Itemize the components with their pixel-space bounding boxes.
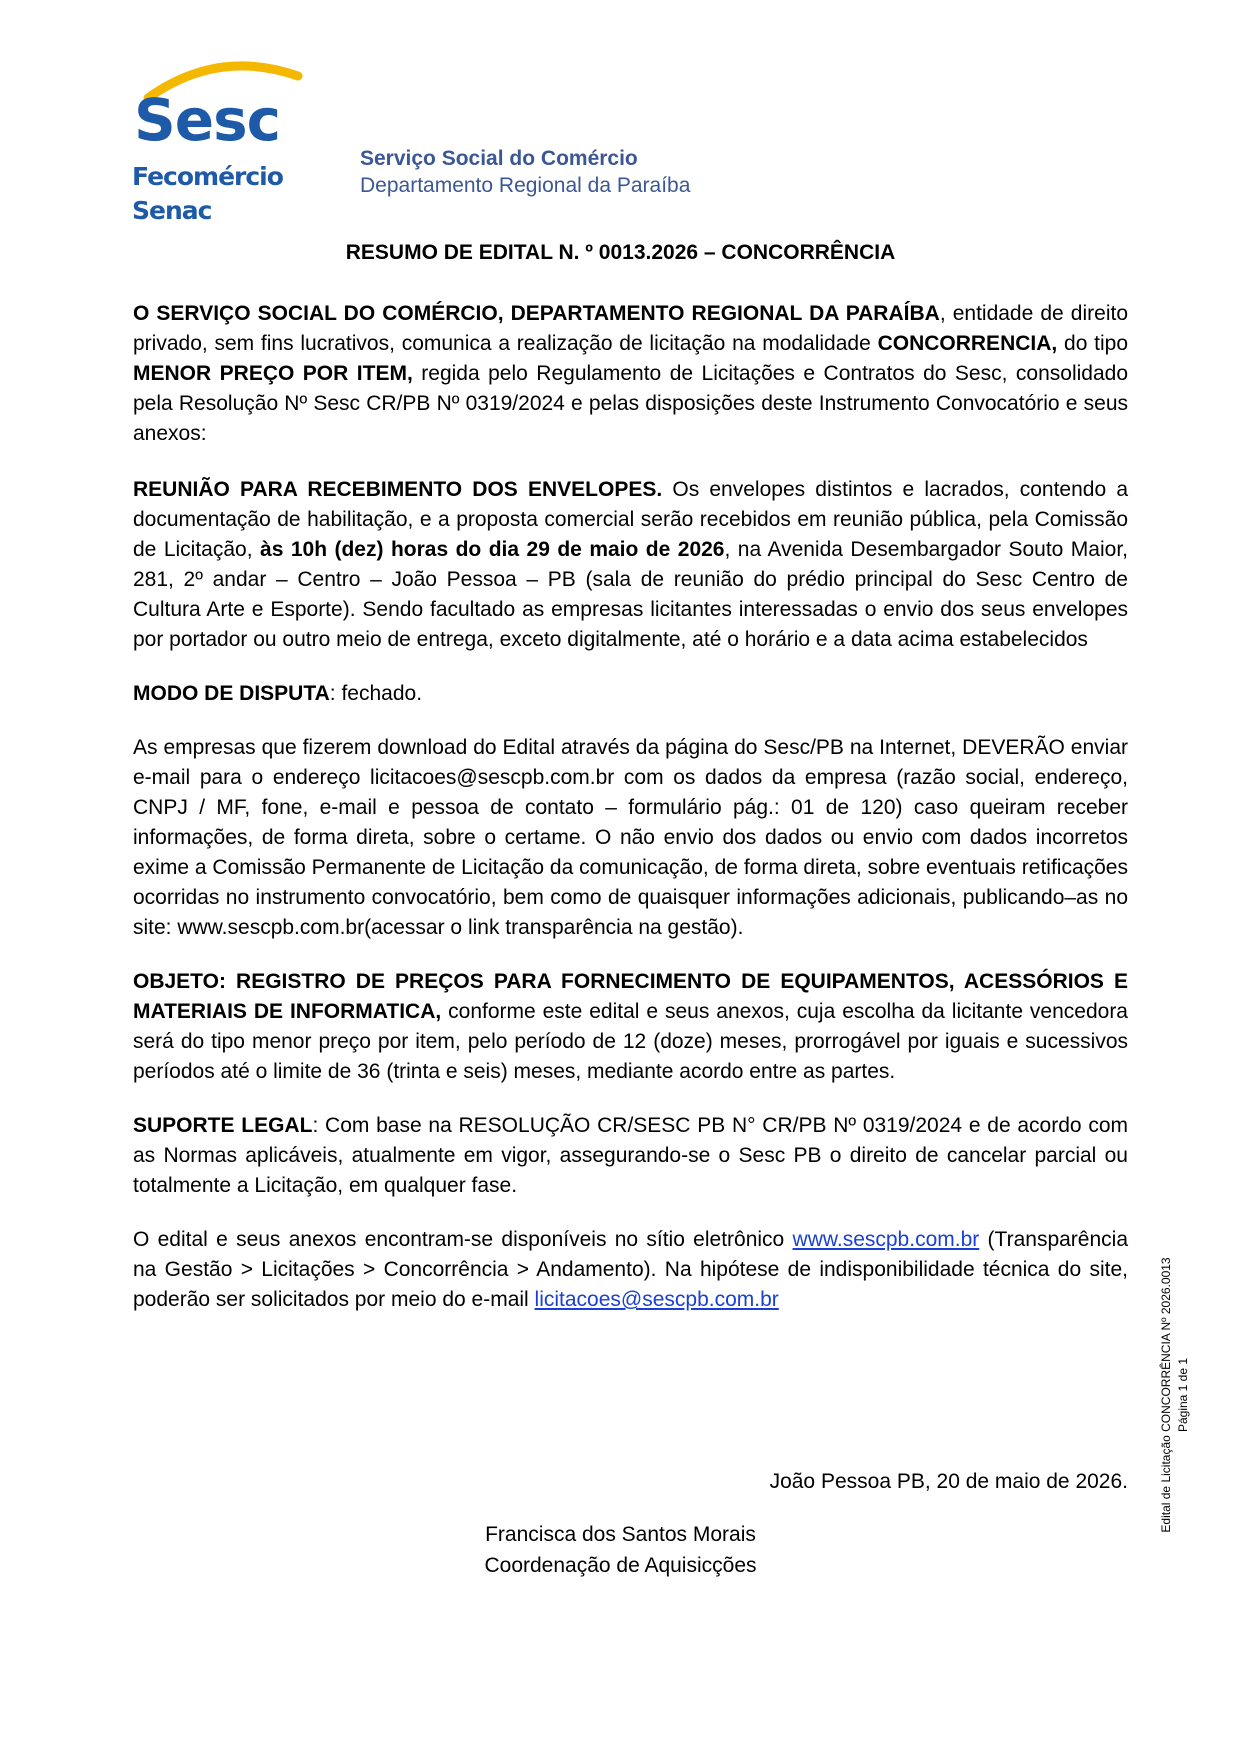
- organization-header: [360, 145, 690, 199]
- bold-text: SUPORTE LEGAL: [133, 1114, 313, 1137]
- logo-senac-text: Senac: [132, 196, 212, 225]
- org-department: Departamento Regional da Paraíba: [360, 174, 691, 197]
- text: conforme este edital e seus anexos, cuja escolha da licitante vencedora será do tipo menor preço por item, pelo período de 12 (doze) meses, prorrogável por iguais e sucessivos períodos até o limite de 36 (trinta e seis) meses, mediante acordo entre as partes.: [133, 1000, 1128, 1083]
- sesc-fecomercio-senac-logo: [128, 58, 306, 234]
- signer-name: Francisca dos Santos Morais: [485, 1523, 756, 1546]
- text: , entidade de direito privado, sem fins lucrativos, comunica a realização de licitação na modalidade: [133, 302, 1128, 355]
- paragraph-object: [133, 967, 1128, 1087]
- bold-text: OBJETO: REGISTRO DE PREÇOS PARA FORNECIMENTO DE EQUIPAMENTOS, ACESSÓRIOS E MATERIAIS DE INFORMATICA,: [133, 970, 1128, 1023]
- logo-fecomercio-text: Fecomércio: [132, 162, 283, 191]
- side-margin-note: [1158, 1245, 1198, 1545]
- org-name: Serviço Social do Comércio: [360, 147, 638, 170]
- bold-text: às 10h (dez) horas do dia 29 de maio de 2026: [260, 538, 725, 561]
- text: : fechado.: [329, 682, 423, 705]
- paragraph-dispute-mode: [133, 679, 1128, 709]
- bold-text: CONCORRENCIA,: [877, 332, 1058, 355]
- side-note-page: Página 1 de 1: [1176, 1357, 1190, 1433]
- bold-text: MENOR PREÇO POR ITEM,: [133, 362, 413, 385]
- text: Os envelopes distintos e lacrados, contendo a documentação de habilitação, e a proposta comercial serão recebidos em reunião pública, pela Comissão de Licitação,: [133, 478, 1128, 561]
- signature-block: [0, 1519, 1241, 1581]
- paragraph-availability: [133, 1225, 1128, 1315]
- email-link[interactable]: licitacoes@sescpb.com.br: [534, 1288, 779, 1311]
- document-body: [133, 299, 1128, 1315]
- side-note-edital: Edital de Licitação CONCORRÊNCIA Nº 2026.0013: [1159, 1257, 1173, 1533]
- bold-text: O SERVIÇO SOCIAL DO COMÉRCIO, DEPARTAMENTO REGIONAL DA PARAÍBA: [133, 302, 940, 325]
- paragraph-legal-support: [133, 1111, 1128, 1201]
- text: As empresas que fizerem download do Edital através da página do Sesc/PB na Internet, DEVERÃO enviar e-mail para o endereço licitacoes@sescpb.com.br com os dados da empresa (razão social, endereço, CNPJ / MF, fone, e-mail e pessoa de contato – formulário pág.: 01 de 120) caso queiram receber informações, de forma direta, sobre o certame. O não envio dos dados ou envio com dados incorretos exime a Comissão Permanente de Licitação da comunicação, de forma direta, sobre eventuais retificações ocorridas no instrumento convocatório, bem como de quaisquer informações adicionais, publicando–as no site: www.sescpb.com.br(acessar o link transparência na gestão).: [133, 736, 1128, 939]
- logo-sesc-text: Sesc: [134, 86, 281, 154]
- paragraph-download: [133, 733, 1128, 943]
- text: do tipo: [1057, 332, 1129, 355]
- date-line: João Pessoa PB, 20 de maio de 2026.: [769, 1470, 1128, 1493]
- text: O edital e seus anexos encontram-se disponíveis no sítio eletrônico: [133, 1228, 793, 1251]
- document-title: RESUMO DE EDITAL N. º 0013.2026 – CONCORRÊNCIA: [345, 241, 896, 264]
- text: (Transparência na Gestão > Licitações > Concorrência > Andamento). Na hipótese de indisponibilidade técnica do site, poderão ser solicitados por meio do e-mail: [133, 1228, 1128, 1311]
- text: : Com base na RESOLUÇÃO CR/SESC PB N° CR/PB Nº 0319/2024 e de acordo com as Normas aplicáveis, atualmente em vigor, assegurando-se o Sesc PB o direito de cancelar parcial ou totalmente a Licitação, em qualquer fase.: [133, 1114, 1129, 1197]
- text: regida pelo Regulamento de Licitações e Contratos do Sesc, consolidado pela Resolução Nº Sesc CR/PB Nº 0319/2024 e pelas disposições deste Instrumento Convocatório e seus anexos:: [133, 362, 1129, 445]
- bold-text: MODO DE DISPUTA: [133, 682, 330, 705]
- paragraph-meeting: [133, 475, 1128, 655]
- signer-role: Coordenação de Aquisicções: [484, 1554, 757, 1577]
- bold-text: REUNIÃO PARA RECEBIMENTO DOS ENVELOPES.: [133, 478, 663, 501]
- paragraph-intro: [133, 299, 1128, 449]
- text: , na Avenida Desembargador Souto Maior, 281, 2º andar – Centro – João Pessoa – PB (sala de reunião do prédio principal do Sesc Centro de Cultura Arte e Esporte). Sendo facultado as empresas licitantes interessadas o envio dos seus envelopes por portador ou outro meio de entrega, exceto digitalmente, até o horário e a data acima estabelecidos: [133, 538, 1128, 651]
- website-link[interactable]: www.sescpb.com.br: [792, 1228, 980, 1251]
